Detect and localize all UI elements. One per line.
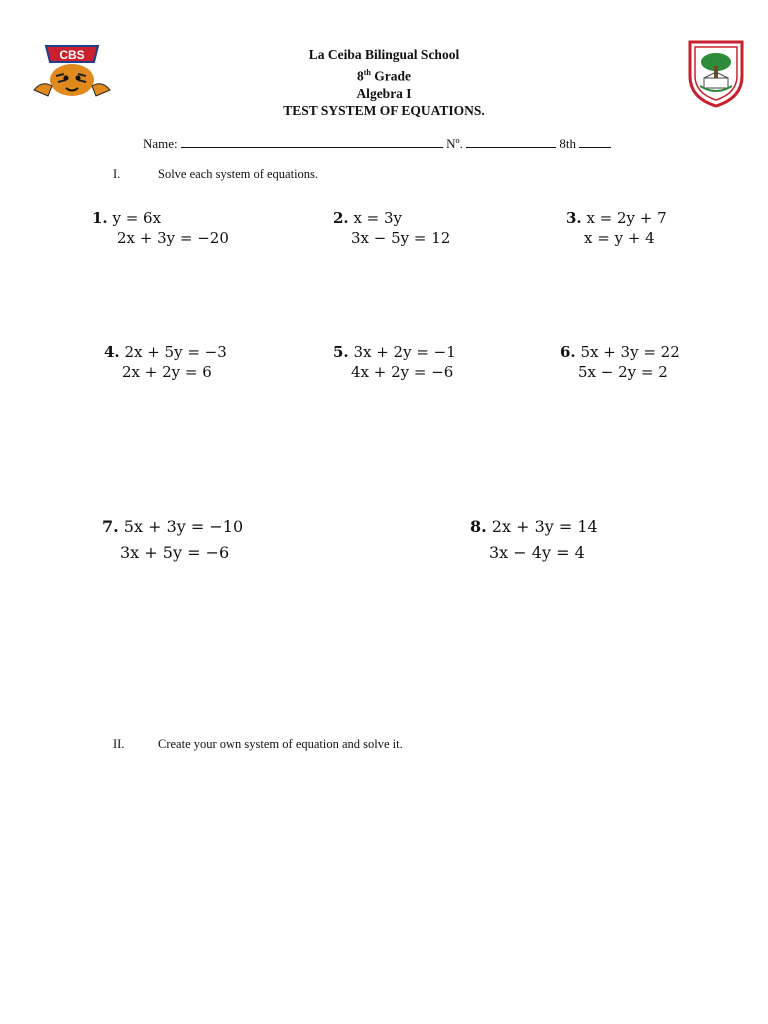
equation-2: 3x − 4y = 4 (489, 543, 585, 562)
equation-1: 3x + 2y = −1 (353, 343, 456, 361)
problem-number: 3. (566, 209, 582, 227)
name-label: Name: (143, 136, 178, 151)
problem-number: 6. (560, 343, 576, 361)
problem-7 (102, 514, 243, 566)
problem-number: 1. (92, 209, 108, 227)
problem-3 (566, 208, 667, 248)
section-field[interactable] (579, 136, 611, 148)
equation-2: 3x + 5y = −6 (120, 543, 230, 562)
equation-1: x = 2y + 7 (586, 209, 667, 227)
equation-1: 2x + 3y = 14 (491, 517, 598, 536)
problem-number: 8. (470, 517, 487, 536)
equation-1: y = 6x (112, 209, 162, 227)
equation-2: 2x + 2y = 6 (122, 363, 212, 381)
section-1-instruction: Solve each system of equations. (158, 167, 319, 181)
section-2-heading (113, 737, 403, 752)
equation-1: 2x + 5y = −3 (124, 343, 227, 361)
section-2-numeral: II. (113, 737, 125, 751)
grade-number: 8 (357, 68, 364, 83)
problem-5 (333, 342, 456, 382)
equation-2: 3x − 5y = 12 (351, 229, 451, 247)
name-field[interactable] (181, 136, 443, 148)
problem-1 (92, 208, 229, 248)
document-header (0, 46, 768, 120)
problem-4 (104, 342, 227, 382)
school-name: La Ceiba Bilingual School (308, 47, 460, 62)
equation-2: 5x − 2y = 2 (578, 363, 668, 381)
number-label: Nº. (446, 136, 463, 151)
section-2-instruction: Create your own system of equation and solve it. (158, 737, 403, 751)
number-field[interactable] (466, 136, 556, 148)
grade-line (0, 64, 768, 85)
student-info-line (143, 136, 611, 152)
equation-1: x = 3y (353, 209, 403, 227)
section-1-numeral: I. (113, 167, 121, 181)
problem-6 (560, 342, 680, 382)
school-crest-right (686, 36, 746, 108)
equation-2: x = y + 4 (584, 229, 655, 247)
problem-number: 4. (104, 343, 120, 361)
subject: Algebra I (356, 85, 412, 101)
equation-1: 5x + 3y = 22 (580, 343, 680, 361)
grade-label: 8th (559, 136, 576, 151)
test-title: TEST SYSTEM OF EQUATIONS. (283, 103, 485, 118)
problem-8 (470, 514, 598, 566)
problem-number: 5. (333, 343, 349, 361)
problem-number: 2. (333, 209, 349, 227)
grade-suffix: th (363, 67, 371, 77)
equation-2: 2x + 3y = −20 (117, 229, 229, 247)
section-1-heading (113, 167, 318, 182)
equation-2: 4x + 2y = −6 (351, 363, 454, 381)
grade-word: Grade (374, 68, 411, 83)
problem-2 (333, 208, 450, 248)
problem-number: 7. (102, 517, 119, 536)
equation-1: 5x + 3y = −10 (123, 517, 244, 536)
logo-cbs-text: CBS (59, 48, 85, 62)
